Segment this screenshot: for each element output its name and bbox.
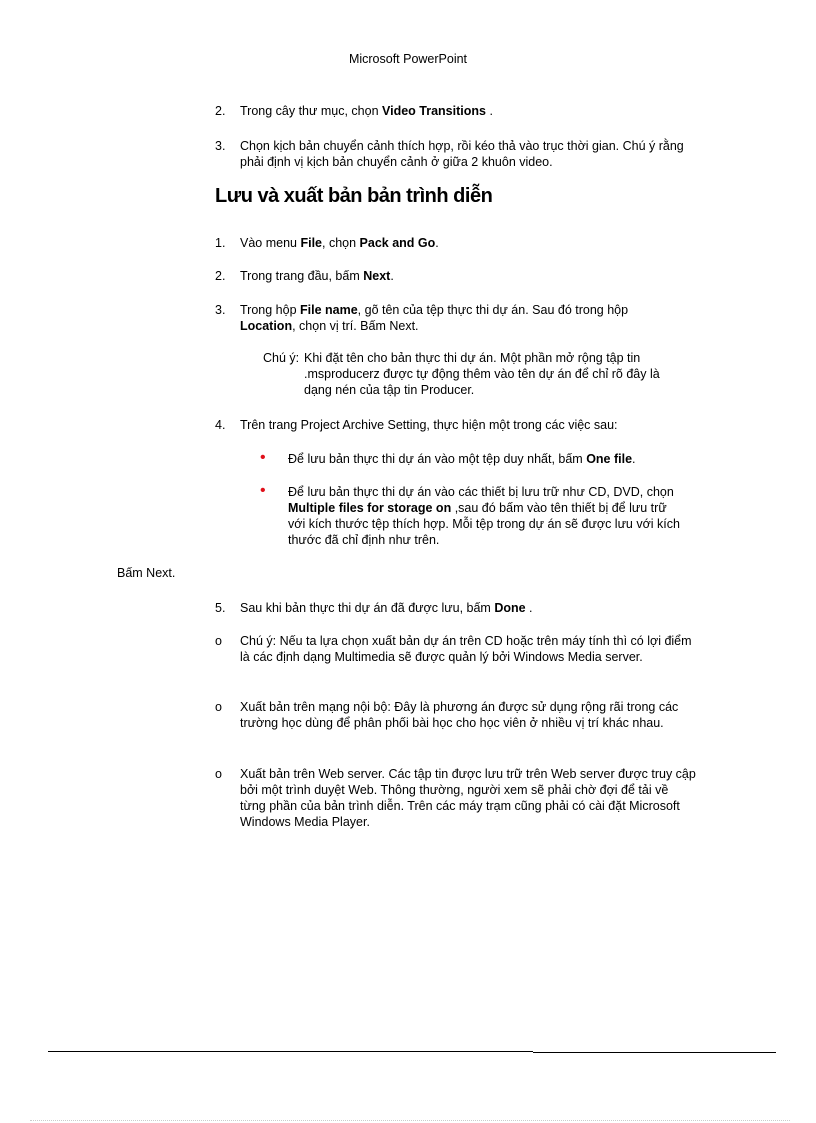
note-text: Khi đặt tên cho bản thực thi dự án. Một phần mở rộng tập tin .msproducerz được tự động thêm vào tên dự án để chỉ rõ đây là dạng nén của tập tin Producer.	[304, 351, 660, 397]
section-heading: Lưu và xuất bản bản trình diễn	[215, 185, 493, 207]
list-text: Chọn kịch bản chuyển cảnh thích hợp, rồi kéo thả vào trục thời gian. Chú ý rằng phải định vị kịch bản chuyển cảnh ở giữa 2 khuôn video.	[240, 139, 684, 169]
bullet-dot-icon: •	[260, 482, 266, 499]
list-text: Trong cây thư mục, chọn Video Transitions .	[240, 104, 493, 118]
list-number: 3.	[215, 139, 226, 153]
page-header: Microsoft PowerPoint	[348, 52, 468, 66]
o-marker: o	[215, 700, 222, 714]
bullet-text: Để lưu bản thực thi dự án vào một tệp duy nhất, bấm One file.	[288, 452, 636, 466]
list-number: 5.	[215, 601, 226, 615]
footer-rule	[48, 1051, 533, 1052]
o-list-text: Chú ý: Nếu ta lựa chọn xuất bản dự án trên CD hoặc trên máy tính thì có lợi điểm là các định dạng Multimedia sẽ được quản lý bởi Windows Media server.	[240, 634, 692, 664]
list-number: 2.	[215, 104, 226, 118]
list-number: 4.	[215, 418, 226, 432]
list-text: Sau khi bản thực thi dự án đã được lưu, bấm Done .	[240, 601, 533, 615]
list-text: Trong hộp File name, gõ tên của tệp thực thi dự án. Sau đó trong hộp Location, chọn vị trí. Bấm Next.	[240, 303, 629, 333]
list-number: 2.	[215, 269, 226, 283]
o-marker: o	[215, 634, 222, 648]
list-number: 1.	[215, 236, 226, 250]
loose-text: Bấm Next.	[117, 566, 176, 580]
list-text: Vào menu File, chọn Pack and Go.	[240, 236, 439, 250]
o-list-text: Xuất bản trên mạng nội bộ: Đây là phương án được sử dụng rộng rãi trong các trường học dùng để phân phối bài học cho học viên ở nhiều vị trí khác nhau.	[240, 700, 679, 730]
o-list-text: Xuất bản trên Web server. Các tập tin được lưu trữ trên Web server được truy cập bởi một trình duyệt Web. Thông thường, người xem sẽ phải chờ đợi để tải về từng phần của bản trình diễn. Trên các máy trạm cũng phải có cài đặt Microsoft Windows Media Player.	[240, 767, 696, 829]
note-label: Chú ý:	[263, 351, 300, 365]
footer-rule-right	[533, 1052, 776, 1053]
list-text: Trong trang đầu, bấm Next.	[240, 269, 394, 283]
list-text: Trên trang Project Archive Setting, thực hiện một trong các việc sau:	[240, 418, 618, 432]
list-number: 3.	[215, 303, 226, 317]
bullet-dot-icon: •	[260, 449, 266, 466]
o-marker: o	[215, 767, 222, 781]
page-edge-divider	[30, 1120, 790, 1121]
bullet-text: Để lưu bản thực thi dự án vào các thiết bị lưu trữ như CD, DVD, chọn Multiple files for storage on ,sau đó bấm vào tên thiết bị để lưu trữ với kích thước tệp thích hợp. Mỗi tệp trong dự án sẽ được lưu với kích thước đã chỉ định như trên.	[288, 485, 680, 547]
